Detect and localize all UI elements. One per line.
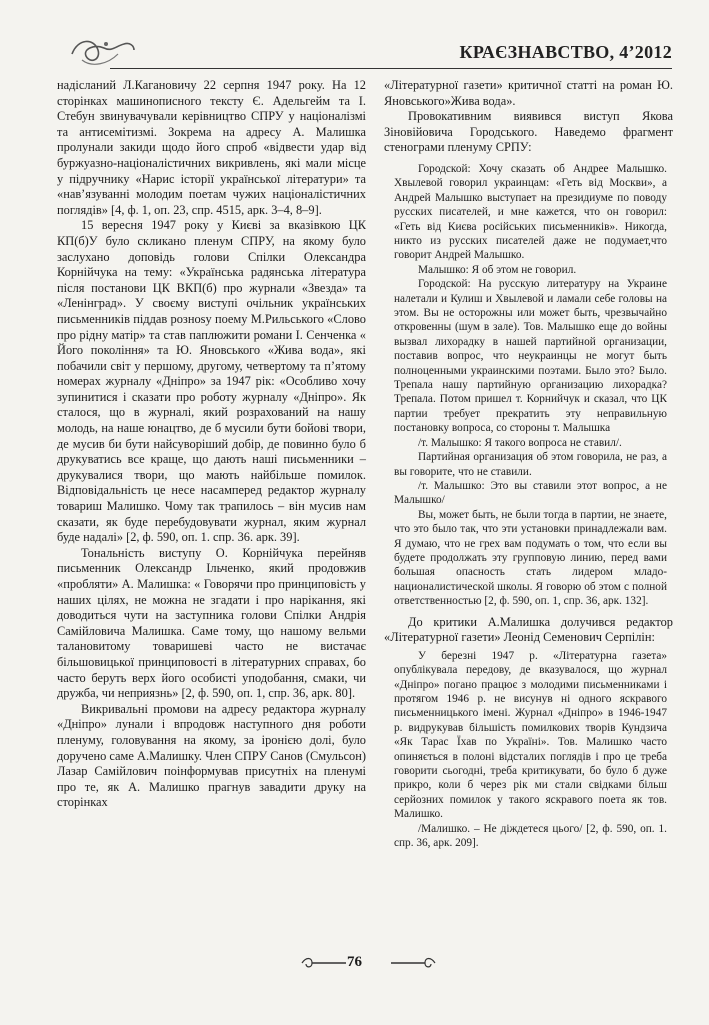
ornament-flourish-icon bbox=[68, 34, 138, 68]
transcript-line: Малышко: Я об этом не говорил. bbox=[418, 263, 577, 276]
transcript-line: Городской: Хочу сказать об Андрее Малышко. Хвылевой говорил украинцам: «Геть від Москви», а Андрей Малышко выступает на президиуме по поводу русских писателей, и мне кажется, что он говорил: «Геть від Києва російських письменників». Никогда, никто из русских писателей даже не подумает,что говорит Андрей Малышко. bbox=[394, 162, 667, 262]
right-column bbox=[384, 78, 673, 850]
transcript-line: /т. Малышко: Я такого вопроса не ставил/. bbox=[418, 436, 622, 449]
transcript-line: Вы, может быть, не были тогда в партии, не знаете, что это было так, что эти установки принадлежали вам. Я думаю, что не грех вам подумать о том, что если вы будете продолжать эту групповую линию, перед вами большая опасность стать лидером младо-националистической школы. Я говорю об этом с полной ответственностью [2, ф. 590, оп. 1, спр. 36, арк. 132]. bbox=[394, 508, 667, 608]
paragraph: Тональність виступу О. Корнійчука перейняв письменник Олександр Ільченко, який продовжив «пробляти» А. Малишка: « Говорячи про принциповість у наших цілях, не можна не згадати і про нарікання, які доводиться чути на заступника голови Спілки Андрія Самійловича Малишка. Саме тому, що нашому вельми талановитому товаришеві часто не вистачає більшовицької принциповості в літературних справах, бо часто беруть верх його особисті уподобання, смаки, чи дружба, чи неприязнь» [2, ф. 590, оп. 1, спр. 36, арк. 80]. bbox=[57, 545, 366, 701]
paragraph: Провокативним виявився виступ Якова Зіновійовича Городського. Наведемо фрагмент стенограми пленуму СРПУ: bbox=[384, 109, 673, 155]
paragraph: До критики А.Малишка долучився редактор «Літературної газети» Леонід Семенович Серпілін: bbox=[384, 614, 673, 645]
page-header bbox=[40, 32, 672, 72]
header-rule bbox=[110, 68, 672, 69]
quote-paragraph: /Малишко. – Не діждетеся цього/ [2, ф. 590, оп. 1. спр. 36, арк. 209]. bbox=[394, 822, 667, 850]
paragraph: надісланий Л.Кагановичу 22 серпня 1947 року. На 12 сторінках машинописного тексту Є. Адельгейм та І. Стебун звинувачували керівництво СПРУ у націоналізмі та антисемітизмі. Зокрема на адресу А. Малишка пролунали закиди щодо його спроб «відвести удар від буржуазно-націоналістичних викривлень, які мали місце у підручнику «Нарис історії української літератури» та «нав’язуванні молодим поетам чужих націоналістичних поглядів» [4, ф. 1, оп. 23, спр. 4515, арк. 3–4, 8–9]. bbox=[57, 78, 366, 217]
page-footer bbox=[0, 950, 709, 980]
paragraph: 15 вересня 1947 року у Києві за вказівкою ЦК КП(б)У було скликано пленум СПРУ, на якому було заслухано доповідь голови Спілки Олександра Корнійчука на тему: «Українська радянська література після постанови ЦК ВКП(б) про журнали «Звезда» та «Ленінград». У своєму виступі очільник українських письменників піддав рознosy поему М.Рильського «Слово про рідну матір» та став паплюжити романи І. Сенченка « Його покоління» та Ю. Яновського «Жива вода», які побачили світ у першому, другому, четвертому та п’ятому номерах журналу «Дніпро» за 1947 рік: «Особливо хочу зупинитися і сказати про роботу журналу «Дніпро». Як сталося, що в журналі, який розрахований на нашу молодь, на наше юнацтво, де б мусили бути бойові твори, де мусив би бути найсуворіший добір, де повинно було б друкуватись все краще, що дають наші письменники – друкувалися твори, що мають найбільше помилок. Відповідальність це несе насамперед редактор журналу товариш Малишко. Чому так трапилось – він мусив нам сказати, як буде перебудовувати журнал, яким журнал буде надалі» [2, ф. 590, оп. 1. спр. 36. арк. 39]. bbox=[57, 218, 366, 545]
journal-title: КРАЄЗНАВСТВО, 4’2012 bbox=[459, 42, 672, 62]
transcript-line: Городской: На русскую литературу на Украине налетали и Кулиш и Хвылевой и ламали себе головы на этом. Вы не осторожны или может быть, чрезвычайно откровенны (шум в зале). Тов. Малышко еще до войны вызвал лихорадку в нашей партийной организации, поставив вопрос, что неукраинцы не могут быть полноценными украинскими поэтами. Было это? Было. Трепала нашу партийную организацию лихорадка? Трепала. Потом пришел т. Корнийчук и сказал, что ЦК партии требует прекратить эту неправильную постановку вопроса, со стороны т. Малышка bbox=[394, 278, 667, 435]
paragraph: Викривальні промови на адресу редактора журналу «Дніпро» лунали і впродовж наступного дня роботи пленуму, головування на якому, за іронією долі, було доручено саме А.Малишку. Член СПРУ Санов (Смульсон) Лазар Самійлович поінформував присутніх на пленумі про те, як А. Малишко прагнув завадити друку на сторінках bbox=[57, 701, 366, 810]
transcript-line: Партийная организация об этом говорила, не раз, а вы говорите, что не ставили. bbox=[394, 451, 667, 478]
transcript-line: /т. Малышко: Это вы ставили этот вопрос, а не Малышко/ bbox=[394, 479, 667, 507]
critique-quote bbox=[394, 649, 667, 851]
transcript-quote bbox=[394, 162, 667, 609]
right-footer-flourish-icon bbox=[389, 956, 437, 970]
paragraph: «Літературної газети» критичної статті на роман Ю. Яновського»Жива вода». bbox=[384, 78, 673, 108]
quote-paragraph: У березні 1947 р. «Літературна газета» опублікувала передову, де вказувалося, що журнал «Дніпро» погано працює з молодими письменниками і протягом 1946 р. не висунув ні одного яскравого письменницького імені. Журнал «Дніпро» в 1946-1947 р. видрукував більшість помилкових творів Кундзича «Як Тарас Їхав по Україні». Тов. Малишко часто опиняється в полоні відсталих поглядів і про це треба говорити сьогодні, треба критикувати, бо було б дуже прикро, коли б через рік ми стали свідками більш серйозних помилок у такого яскравого поета як тов. Малишко. bbox=[394, 649, 667, 821]
left-column bbox=[57, 78, 366, 811]
page-number: 76 bbox=[347, 954, 362, 970]
